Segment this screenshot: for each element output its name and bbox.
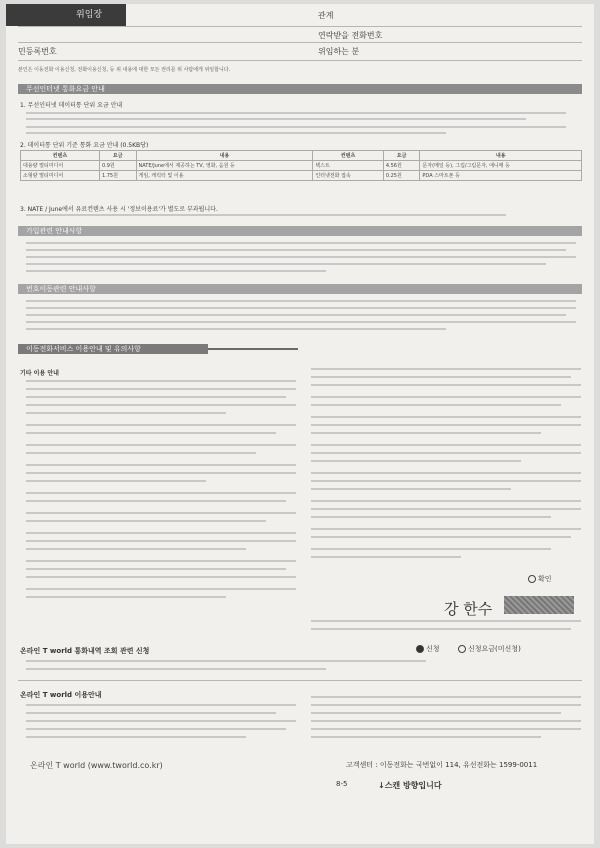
signature: 강 한수: [444, 600, 493, 618]
table-cell: 문자(메일 등), 그림/그림문자, 애니매 등: [420, 161, 582, 171]
divider: [208, 348, 298, 350]
text-line: [311, 416, 581, 418]
text-line: [311, 396, 581, 398]
text-line: [26, 126, 566, 128]
data-rate-title: 1. 무선인터넷 데이터통 단위 요금 안내: [20, 102, 123, 109]
text-line: [311, 444, 581, 446]
table-header: 내용: [420, 151, 582, 161]
delegator-label: 위임하는 분: [318, 47, 360, 56]
text-line: [26, 270, 326, 272]
data-table-title: 2. 데이터통 단위 기준 통화 요금 안내 (0.5KB당): [20, 142, 149, 149]
text-line: [311, 728, 581, 730]
text-line: [26, 300, 576, 302]
text-line: [26, 540, 296, 542]
text-line: [26, 492, 296, 494]
table-cell: 0.25원: [383, 171, 420, 181]
confirm-checkbox[interactable]: [528, 574, 552, 584]
text-line: [26, 328, 446, 330]
document-page: [6, 4, 594, 844]
text-line: [26, 472, 296, 474]
text-line: [311, 452, 581, 454]
table-cell: 게임, 캐릭터 및 이용: [136, 171, 313, 181]
table-cell: 텍스트: [313, 161, 384, 171]
online-no-option[interactable]: [458, 644, 521, 654]
section-online: 온라인 T world 통화내역 조회 관련 신청: [20, 647, 150, 655]
text-line: [311, 376, 571, 378]
text-line: [311, 508, 581, 510]
text-line: [311, 516, 551, 518]
text-line: [26, 660, 426, 662]
text-line: [26, 314, 566, 316]
redacted-area: [504, 596, 574, 614]
radio-checked-icon: [416, 645, 424, 653]
text-line: [311, 536, 571, 538]
table-cell: 소형량 멀티미디어: [21, 171, 100, 181]
document-title: 위임장: [6, 4, 126, 26]
text-line: [26, 464, 296, 466]
divider: [18, 42, 582, 43]
reg-number-label: 민등록번호: [18, 47, 57, 56]
text-line: [26, 404, 296, 406]
text-line: [311, 556, 461, 558]
no-label: 신청요금(미신청): [468, 645, 521, 653]
table-cell: NATE/June에서 제공하는 TV, 영화, 음원 등: [136, 161, 313, 171]
online-use-title: 온라인 T world 이용안내: [20, 691, 102, 699]
text-line: [26, 668, 326, 670]
text-line: [26, 500, 286, 502]
text-line: [311, 528, 581, 530]
text-line: [26, 568, 286, 570]
text-line: [311, 424, 581, 426]
phone-label: 연락받을 전화번호: [318, 31, 383, 40]
table-header: 요금: [383, 151, 420, 161]
text-line: [26, 388, 296, 390]
text-line: [311, 548, 551, 550]
confirm-label: 확인: [538, 575, 552, 583]
divider: [18, 26, 582, 27]
text-line: [26, 321, 576, 323]
text-line: [26, 596, 226, 598]
text-line: [26, 480, 206, 482]
nate-note: 3. NATE / June에서 유료컨텐츠 사용 시 '정보이용료'가 별도로 부과됩니다.: [20, 206, 218, 213]
table-header: 컨텐츠: [21, 151, 100, 161]
divider: [18, 60, 582, 61]
text-line: [26, 548, 246, 550]
text-line: [311, 488, 511, 490]
text-line: [311, 736, 541, 738]
text-line: [26, 380, 296, 382]
scan-direction-notice: ↓스캔 방향입니다: [378, 781, 442, 790]
text-line: [26, 452, 256, 454]
table-cell: PDA 스마트폰 등: [420, 171, 582, 181]
text-line: [311, 384, 581, 386]
relation-label: 관계: [318, 11, 334, 20]
text-line: [26, 112, 566, 114]
text-line: [26, 256, 576, 258]
text-line: [311, 500, 581, 502]
text-line: [311, 712, 561, 714]
text-line: [26, 412, 226, 414]
text-line: [26, 396, 286, 398]
table-cell: 4.56원: [383, 161, 420, 171]
text-line: [311, 696, 581, 698]
divider: [18, 680, 582, 681]
text-line: [26, 588, 296, 590]
text-line: [311, 480, 581, 482]
text-line: [26, 214, 506, 216]
customer-center: 고객센터 : 이동전화는 국번없이 114, 유선전화는 1599-0011: [346, 761, 538, 769]
table-cell: 대용량 멀티미디어: [21, 161, 100, 171]
page-number: 8-5: [336, 780, 348, 788]
text-line: [26, 704, 296, 706]
text-line: [311, 432, 541, 434]
text-line: [26, 432, 276, 434]
online-apply-option[interactable]: [416, 644, 440, 654]
section-subscriber: 가입관련 안내사항: [18, 226, 582, 236]
section-usage: 이동전화서비스 이용안내 및 유의사항: [18, 344, 208, 354]
rate-table: [20, 150, 582, 181]
text-line: [311, 720, 581, 722]
text-line: [26, 720, 296, 722]
text-line: [26, 736, 246, 738]
apply-label: 신청: [426, 645, 440, 653]
online-url[interactable]: 온라인 T world (www.tworld.co.kr): [30, 761, 163, 770]
radio-icon: [528, 575, 536, 583]
radio-icon: [458, 645, 466, 653]
text-line: [26, 444, 296, 446]
header-note: 본인은 이동전화 이용신청, 전화이용신청, 등 위 내용에 대한 모든 권리를 위 사람에게 위임합니다.: [18, 67, 231, 73]
text-line: [26, 728, 286, 730]
text-line: [311, 472, 581, 474]
text-line: [26, 118, 526, 120]
text-line: [311, 704, 581, 706]
text-line: [26, 520, 266, 522]
text-line: [26, 532, 296, 534]
text-line: [26, 560, 296, 562]
text-line: [26, 512, 296, 514]
text-line: [26, 132, 446, 134]
text-line: [311, 460, 521, 462]
text-line: [311, 620, 581, 622]
text-line: [26, 263, 546, 265]
text-line: [26, 712, 276, 714]
text-line: [26, 242, 576, 244]
text-line: [26, 307, 576, 309]
table-cell: 1.75원: [99, 171, 136, 181]
table-cell: 0.9원: [99, 161, 136, 171]
table-header: 컨텐츠: [313, 151, 384, 161]
text-line: [311, 368, 581, 370]
table-cell: 인터넷전화 접속: [313, 171, 384, 181]
table-row: [21, 171, 582, 181]
table-header: 내용: [136, 151, 313, 161]
text-line: [311, 404, 561, 406]
section-number: 번호이동관련 안내사항: [18, 284, 582, 294]
text-line: [26, 249, 566, 251]
section-data-info: 무선인터넷 통화요금 안내: [18, 84, 582, 94]
text-line: [26, 576, 296, 578]
usage-subtitle: 기타 이용 안내: [20, 370, 59, 377]
table-row: [21, 161, 582, 171]
text-line: [26, 424, 296, 426]
table-header: 요금: [99, 151, 136, 161]
text-line: [311, 628, 571, 630]
